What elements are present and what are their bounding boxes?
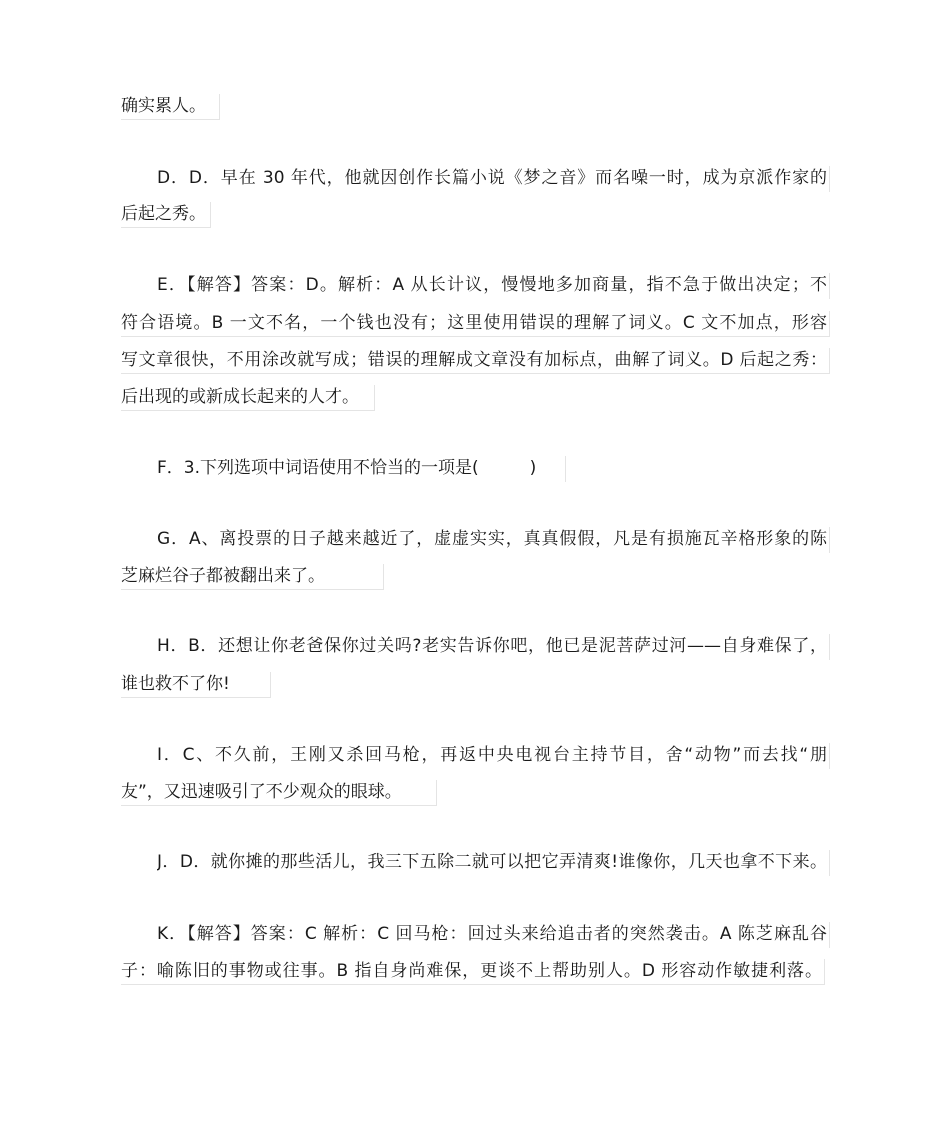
item-d-line-2: 后起之秀。 bbox=[121, 202, 211, 228]
item-f-line-1: F．3.下列选项中词语使用不恰当的一项是( ) bbox=[157, 456, 566, 482]
item-h-line-1: H．B．还想让你老爸保你过关吗?老实告诉你吧，他已是泥菩萨过河——自身难保了， bbox=[157, 634, 830, 660]
item-i-line-1: I．C、不久前，王刚又杀回马枪，再返中央电视台主持节目，舍“动物”而去找“朋 bbox=[157, 743, 830, 769]
item-e-line-3: 写文章很快，不用涂改就写成；错误的理解成文章没有加标点，曲解了词义。D 后起之秀： bbox=[121, 348, 830, 374]
item-g-line-2: 芝麻烂谷子都被翻出来了。 bbox=[121, 564, 384, 590]
item-k-line-1: K．【解答】答案：C 解析：C 回马枪：回过头来给追击者的突然袭击。A 陈芝麻乱谷 bbox=[157, 922, 830, 948]
item-d-line-1: D．D．早在 30 年代，他就因创作长篇小说《梦之音》而名噪一时，成为京派作家的 bbox=[157, 166, 830, 192]
item-k-line-2: 子：喻陈旧的事物或往事。B 指自身尚难保，更谈不上帮助别人。D 形容动作敏捷利落。 bbox=[121, 959, 825, 985]
text-line: 确实累人。 bbox=[121, 94, 220, 120]
item-e-line-2: 符合语境。B 一文不名，一个钱也没有；这里使用错误的理解了词义。C 文不加点，形容 bbox=[121, 311, 830, 337]
item-i-line-2: 友”，又迅速吸引了不少观众的眼球。 bbox=[121, 780, 437, 806]
item-h-line-2: 谁也救不了你! bbox=[121, 672, 271, 698]
item-j-line-1: J．D．就你摊的那些活儿，我三下五除二就可以把它弄清爽!谁像你，几天也拿不下来。 bbox=[157, 850, 830, 876]
item-e-line-1: E．【解答】答案：D。解析：A 从长计议，慢慢地多加商量，指不急于做出决定；不 bbox=[157, 273, 830, 299]
item-g-line-1: G．A、离投票的日子越来越近了，虚虚实实，真真假假，凡是有损施瓦辛格形象的陈 bbox=[157, 527, 830, 553]
item-e-line-4: 后出现的或新成长起来的人才。 bbox=[121, 385, 375, 411]
